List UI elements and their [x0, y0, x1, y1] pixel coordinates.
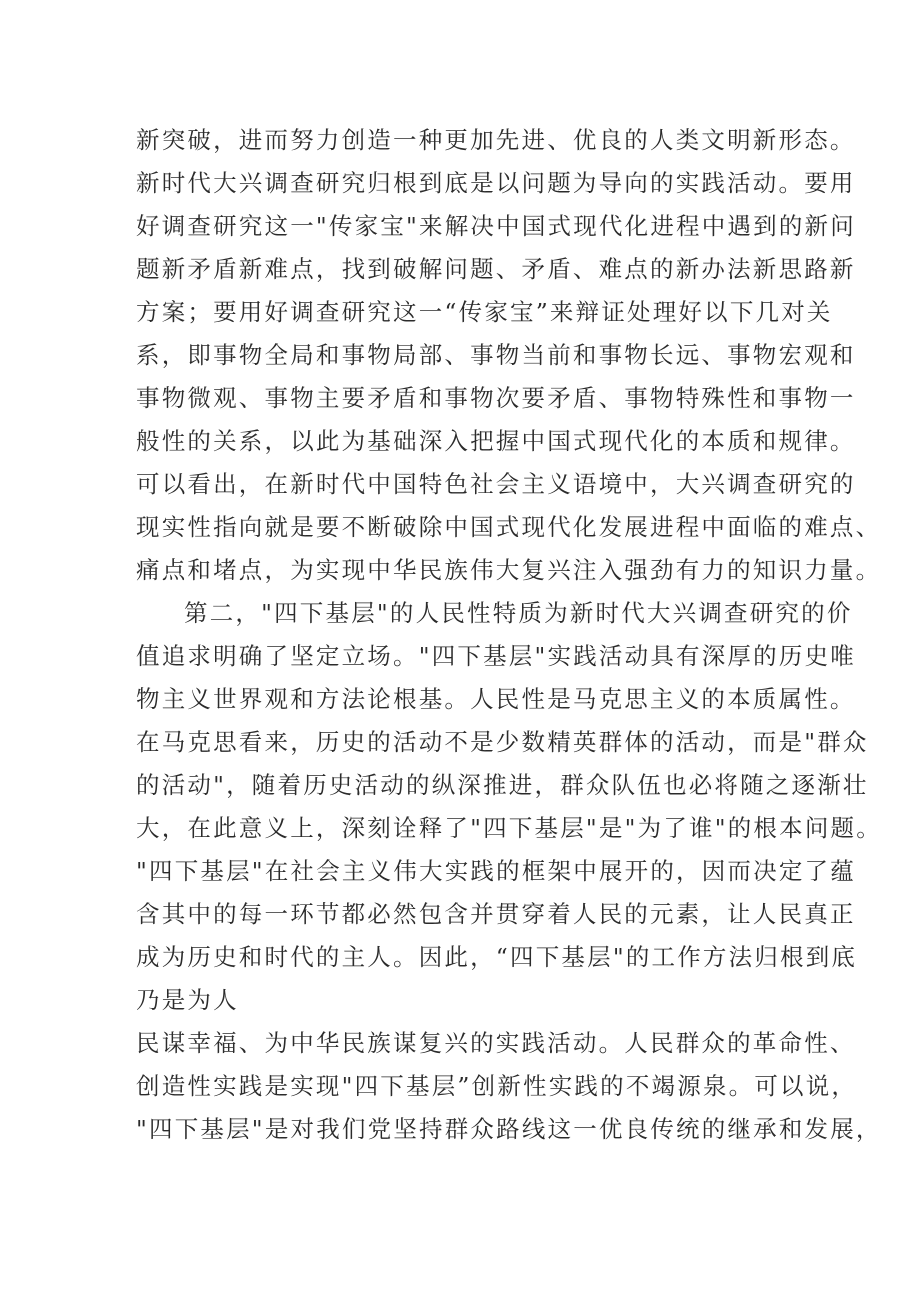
text-line: 题新矛盾新难点，找到破解问题、矛盾、难点的新办法新思路新: [136, 255, 856, 283]
text-line: 含其中的每一环节都必然包含并贯穿着人民的元素，让人民真正: [136, 900, 856, 928]
text-line: 般性的关系，以此为基础深入把握中国式现代化的本质和规律。: [136, 427, 856, 455]
text-line: 方案；要用好调查研究这一“传家宝”来辩证处理好以下几对关: [136, 298, 833, 326]
text-line: 物主义世界观和方法论根基。人民性是马克思主义的本质属性。: [136, 685, 856, 713]
text-line: 民谋幸福、为中华民族谋复兴的实践活动。人民群众的革命性、: [136, 1029, 856, 1057]
text-line: 值追求明确了坚定立场。"四下基层"实践活动具有深厚的历史唯: [136, 642, 856, 670]
text-line: 新突破，进而努力创造一种更加先进、优良的人类文明新形态。: [136, 126, 856, 154]
text-line: 可以看出，在新时代中国特色社会主义语境中，大兴调查研究的: [136, 470, 856, 498]
text-line: 在马克思看来，历史的活动不是少数精英群体的活动，而是"群众: [136, 728, 869, 756]
text-line: "四下基层"在社会主义伟大实践的框架中展开的，因而决定了蕴: [136, 857, 856, 885]
text-line: 事物微观、事物主要矛盾和事物次要矛盾、事物特殊性和事物一: [136, 384, 856, 412]
text-line: 现实性指向就是要不断破除中国式现代化发展进程中面临的难点、: [136, 513, 882, 541]
text-line: "四下基层"是对我们党坚持群众路线这一优良传统的继承和发展，: [136, 1115, 882, 1143]
text-line: 成为历史和时代的主人。因此，“四下基层"的工作方法归根到底: [136, 943, 858, 971]
text-line: 好调查研究这一"传家宝"来解决中国式现代化进程中遇到的新问: [136, 212, 856, 240]
text-line: 系，即事物全局和事物局部、事物当前和事物长远、事物宏观和: [136, 341, 856, 369]
text-line: 创造性实践是实现"四下基层”创新性实践的不竭源泉。可以说，: [136, 1072, 858, 1100]
text-line: 痛点和堵点，为实现中华民族伟大复兴注入强劲有力的知识力量。: [136, 556, 882, 584]
paragraph-first-line: 第二，"四下基层"的人民性特质为新时代大兴调查研究的价: [184, 599, 853, 627]
text-line: 的活动"，随着历史活动的纵深推进，群众队伍也必将随之逐渐壮: [136, 771, 869, 799]
text-line: 新时代大兴调查研究归根到底是以问题为导向的实践活动。要用: [136, 169, 856, 197]
text-line: 乃是为人: [136, 986, 239, 1014]
text-line: 大，在此意义上，深刻诠释了"四下基层"是"为了谁"的根本问题。: [136, 814, 882, 842]
